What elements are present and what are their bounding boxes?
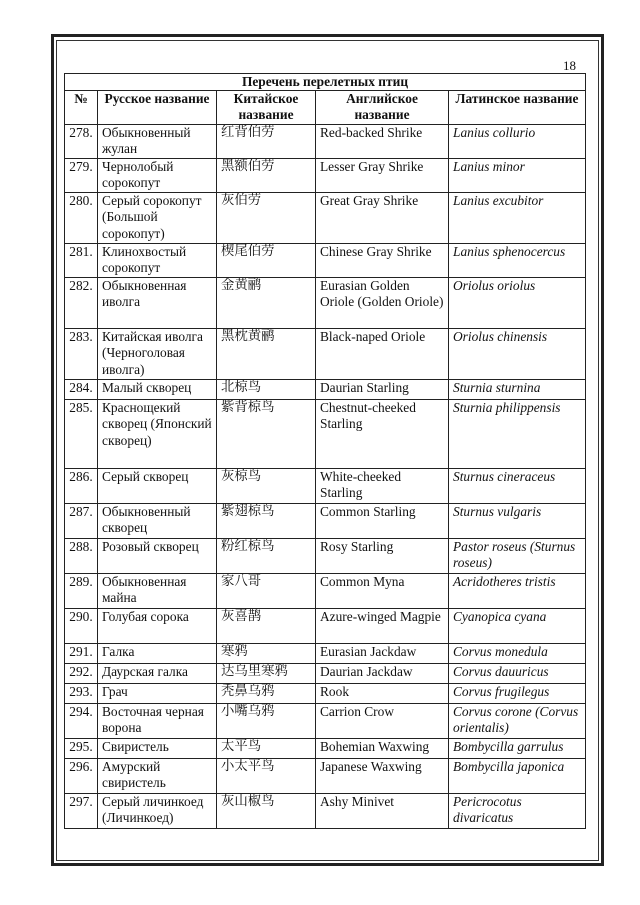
table-row — [65, 574, 586, 609]
column-header-latin: Латинское название — [449, 91, 586, 125]
cell-chinese-name: 金黄鹂 — [217, 278, 316, 329]
cell-chinese-name: 灰椋鸟 — [217, 469, 316, 504]
cell-russian-name: Голубая сорока — [98, 609, 217, 644]
cell-chinese-name: 灰喜鹊 — [217, 609, 316, 644]
cell-russian-name: Чернолобый сорокопут — [98, 159, 217, 193]
cell-english-name: Lesser Gray Shrike — [316, 159, 449, 193]
cell-english-name: Ashy Minivet — [316, 794, 449, 829]
cell-number: 279. — [65, 159, 98, 193]
table-row — [65, 278, 586, 329]
table-row — [65, 193, 586, 244]
column-header-english: Английское название — [316, 91, 449, 125]
cell-russian-name: Обыкновенный жулан — [98, 125, 217, 159]
cell-chinese-name: 小嘴乌鸦 — [217, 704, 316, 739]
cell-latin-name: Acridotheres tristis — [449, 574, 586, 609]
cell-english-name: Daurian Jackdaw — [316, 664, 449, 684]
cell-number: 297. — [65, 794, 98, 829]
cell-russian-name: Серый сорокопут (Большой сорокопут) — [98, 193, 217, 244]
cell-chinese-name: 秃鼻乌鸦 — [217, 684, 316, 704]
table-row — [65, 609, 586, 644]
cell-latin-name: Corvus monedula — [449, 644, 586, 664]
cell-english-name: Common Starling — [316, 504, 449, 539]
cell-chinese-name: 黑额伯劳 — [217, 159, 316, 193]
cell-latin-name: Sturnia philippensis — [449, 400, 586, 469]
cell-russian-name: Серый личинкоед (Личинкоед) — [98, 794, 217, 829]
cell-russian-name: Амурский свиристель — [98, 759, 217, 794]
cell-chinese-name: 家八哥 — [217, 574, 316, 609]
cell-latin-name: Oriolus oriolus — [449, 278, 586, 329]
cell-number: 284. — [65, 380, 98, 400]
cell-number: 289. — [65, 574, 98, 609]
cell-chinese-name: 北椋鸟 — [217, 380, 316, 400]
cell-number: 288. — [65, 539, 98, 574]
cell-russian-name: Галка — [98, 644, 217, 664]
column-header-chinese: Китайское название — [217, 91, 316, 125]
cell-latin-name: Corvus frugilegus — [449, 684, 586, 704]
cell-latin-name: Cyanopica cyana — [449, 609, 586, 644]
cell-russian-name: Обыкновенный скворец — [98, 504, 217, 539]
cell-english-name: Chinese Gray Shrike — [316, 244, 449, 278]
cell-number: 295. — [65, 739, 98, 759]
cell-english-name: Black-naped Oriole — [316, 329, 449, 380]
cell-russian-name: Розовый скворец — [98, 539, 217, 574]
cell-english-name: Rook — [316, 684, 449, 704]
cell-russian-name: Краснощекий скворец (Японский скворец) — [98, 400, 217, 469]
cell-english-name: Japanese Waxwing — [316, 759, 449, 794]
cell-russian-name: Грач — [98, 684, 217, 704]
cell-number: 281. — [65, 244, 98, 278]
table-row — [65, 539, 586, 574]
cell-latin-name: Lanius sphenocercus — [449, 244, 586, 278]
table-row — [65, 644, 586, 664]
column-header-number: № — [65, 91, 98, 125]
cell-latin-name: Pastor roseus (Sturnus roseus) — [449, 539, 586, 574]
cell-latin-name: Bombycilla japonica — [449, 759, 586, 794]
cell-chinese-name: 小太平鸟 — [217, 759, 316, 794]
cell-number: 287. — [65, 504, 98, 539]
cell-number: 293. — [65, 684, 98, 704]
cell-latin-name: Pericrocotus divaricatus — [449, 794, 586, 829]
cell-chinese-name: 灰山椒鸟 — [217, 794, 316, 829]
cell-english-name: Red-backed Shrike — [316, 125, 449, 159]
cell-latin-name: Corvus dauuricus — [449, 664, 586, 684]
table-row — [65, 380, 586, 400]
cell-latin-name: Lanius minor — [449, 159, 586, 193]
cell-number: 294. — [65, 704, 98, 739]
table-row — [65, 759, 586, 794]
cell-english-name: White-cheeked Starling — [316, 469, 449, 504]
cell-chinese-name: 达乌里寒鸦 — [217, 664, 316, 684]
cell-latin-name: Bombycilla garrulus — [449, 739, 586, 759]
cell-russian-name: Восточная черная ворона — [98, 704, 217, 739]
cell-russian-name: Даурская галка — [98, 664, 217, 684]
table-row — [65, 684, 586, 704]
table-row — [65, 244, 586, 278]
cell-english-name: Daurian Starling — [316, 380, 449, 400]
table-row — [65, 329, 586, 380]
cell-english-name: Rosy Starling — [316, 539, 449, 574]
cell-number: 286. — [65, 469, 98, 504]
cell-chinese-name: 楔尾伯劳 — [217, 244, 316, 278]
table-row — [65, 704, 586, 739]
cell-english-name: Chestnut-cheeked Starling — [316, 400, 449, 469]
table-row — [65, 504, 586, 539]
cell-russian-name: Обыкновенная майна — [98, 574, 217, 609]
cell-latin-name: Sturnus cineraceus — [449, 469, 586, 504]
table-row — [65, 664, 586, 684]
cell-english-name: Bohemian Waxwing — [316, 739, 449, 759]
table-row — [65, 125, 586, 159]
table-row — [65, 159, 586, 193]
table-header-row — [65, 91, 586, 125]
cell-english-name: Azure-winged Magpie — [316, 609, 449, 644]
cell-latin-name: Sturnus vulgaris — [449, 504, 586, 539]
page-number: 18 — [563, 58, 576, 73]
cell-number: 290. — [65, 609, 98, 644]
cell-chinese-name: 紫背椋鸟 — [217, 400, 316, 469]
cell-number: 278. — [65, 125, 98, 159]
cell-english-name: Carrion Crow — [316, 704, 449, 739]
cell-english-name: Eurasian Golden Oriole (Golden Oriole) — [316, 278, 449, 329]
cell-chinese-name: 灰伯劳 — [217, 193, 316, 244]
cell-chinese-name: 红背伯劳 — [217, 125, 316, 159]
cell-russian-name: Малый скворец — [98, 380, 217, 400]
cell-latin-name: Oriolus chinensis — [449, 329, 586, 380]
cell-english-name: Great Gray Shrike — [316, 193, 449, 244]
table-title: Перечень перелетных птиц — [65, 74, 586, 91]
cell-english-name: Eurasian Jackdaw — [316, 644, 449, 664]
cell-russian-name: Китайская иволга (Черноголовая иволга) — [98, 329, 217, 380]
cell-number: 296. — [65, 759, 98, 794]
table-row — [65, 739, 586, 759]
table-row — [65, 794, 586, 829]
cell-latin-name: Corvus corone (Corvus orientalis) — [449, 704, 586, 739]
cell-number: 282. — [65, 278, 98, 329]
column-header-russian: Русское название — [98, 91, 217, 125]
cell-russian-name: Клинохвостый сорокопут — [98, 244, 217, 278]
table-row — [65, 469, 586, 504]
cell-number: 285. — [65, 400, 98, 469]
cell-english-name: Common Myna — [316, 574, 449, 609]
cell-chinese-name: 粉红椋鸟 — [217, 539, 316, 574]
cell-latin-name: Lanius excubitor — [449, 193, 586, 244]
cell-latin-name: Sturnia sturnina — [449, 380, 586, 400]
cell-latin-name: Lanius collurio — [449, 125, 586, 159]
cell-number: 292. — [65, 664, 98, 684]
migratory-birds-table — [64, 73, 586, 829]
cell-number: 280. — [65, 193, 98, 244]
cell-number: 283. — [65, 329, 98, 380]
cell-chinese-name: 黑枕黄鹂 — [217, 329, 316, 380]
cell-russian-name: Свиристель — [98, 739, 217, 759]
cell-chinese-name: 紫翅椋鸟 — [217, 504, 316, 539]
cell-russian-name: Серый скворец — [98, 469, 217, 504]
cell-russian-name: Обыкновенная иволга — [98, 278, 217, 329]
cell-chinese-name: 寒鸦 — [217, 644, 316, 664]
cell-chinese-name: 太平鸟 — [217, 739, 316, 759]
cell-number: 291. — [65, 644, 98, 664]
table-row — [65, 400, 586, 469]
